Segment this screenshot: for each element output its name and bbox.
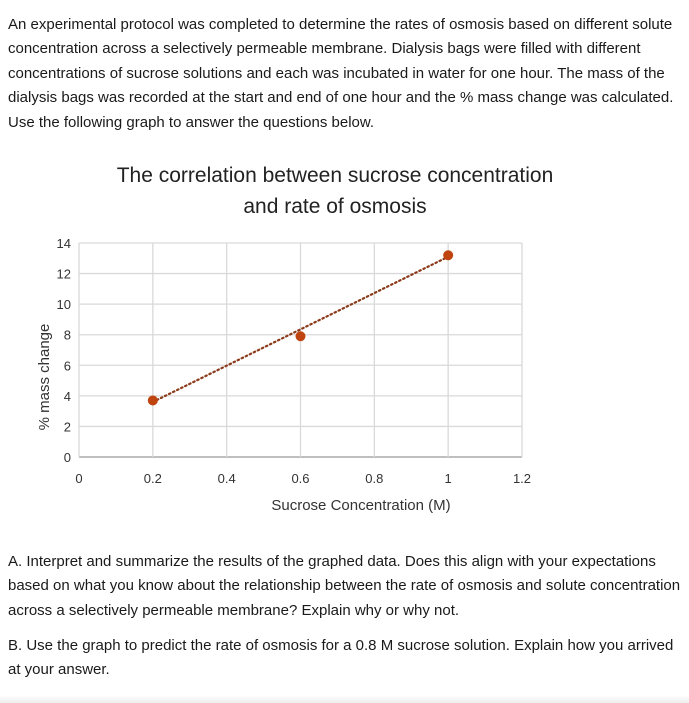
question-b: B. Use the graph to predict the rate of osmosis for a 0.8 M sucrose solution. Explain how you arrived at your answer. xyxy=(8,637,674,679)
x-tick-label: 0.4 xyxy=(217,471,236,486)
data-point xyxy=(443,250,453,260)
scatter-chart xyxy=(0,150,689,530)
y-tick-label: 10 xyxy=(56,297,71,313)
x-axis-label: Sucrose Concentration (M) xyxy=(271,497,451,514)
y-tick-label: 2 xyxy=(63,419,71,435)
y-tick-label: 0 xyxy=(63,450,71,465)
page-bottom-shadow xyxy=(0,695,689,703)
x-tick-label: 0 xyxy=(75,471,83,486)
x-tick-label: 0.8 xyxy=(365,471,384,486)
data-point xyxy=(148,395,158,405)
x-tick-label: 0.2 xyxy=(143,471,162,486)
intro-paragraph: An experimental protocol was completed to determine the rates of osmosis based on different solute concentration across a selectively permeable membrane. Dialysis bags were filled with different concentrations of sucrose solutions and each was incubated in water for one hour. The mass of the dialysis bags was recorded at the start and end of one hour and the % mass change was calculated. Use the following graph to answer the questions below. xyxy=(8,16,674,131)
y-tick-label: 8 xyxy=(63,327,71,343)
y-tick-label: 4 xyxy=(63,388,71,404)
chart-title-line2: and rate of osmosis xyxy=(243,195,427,218)
y-tick-label: 14 xyxy=(56,236,71,251)
y-axis-label: % mass change xyxy=(36,323,53,431)
y-tick-label: 6 xyxy=(63,358,71,374)
y-tick-label: 12 xyxy=(56,266,71,282)
x-tick-label: 1.2 xyxy=(512,471,532,486)
question-a: A. Interpret and summarize the results of the graphed data. Does this align with your expectations based on what you know about the relationship between the rate of osmosis and solute concentration across a selectively permeable membrane? Explain why or why not. xyxy=(8,553,681,619)
x-tick-label: 1 xyxy=(444,471,452,486)
data-point xyxy=(296,331,306,341)
x-tick-label: 0.6 xyxy=(291,471,310,486)
chart-title-line1: The correlation between sucrose concentration xyxy=(116,164,554,187)
